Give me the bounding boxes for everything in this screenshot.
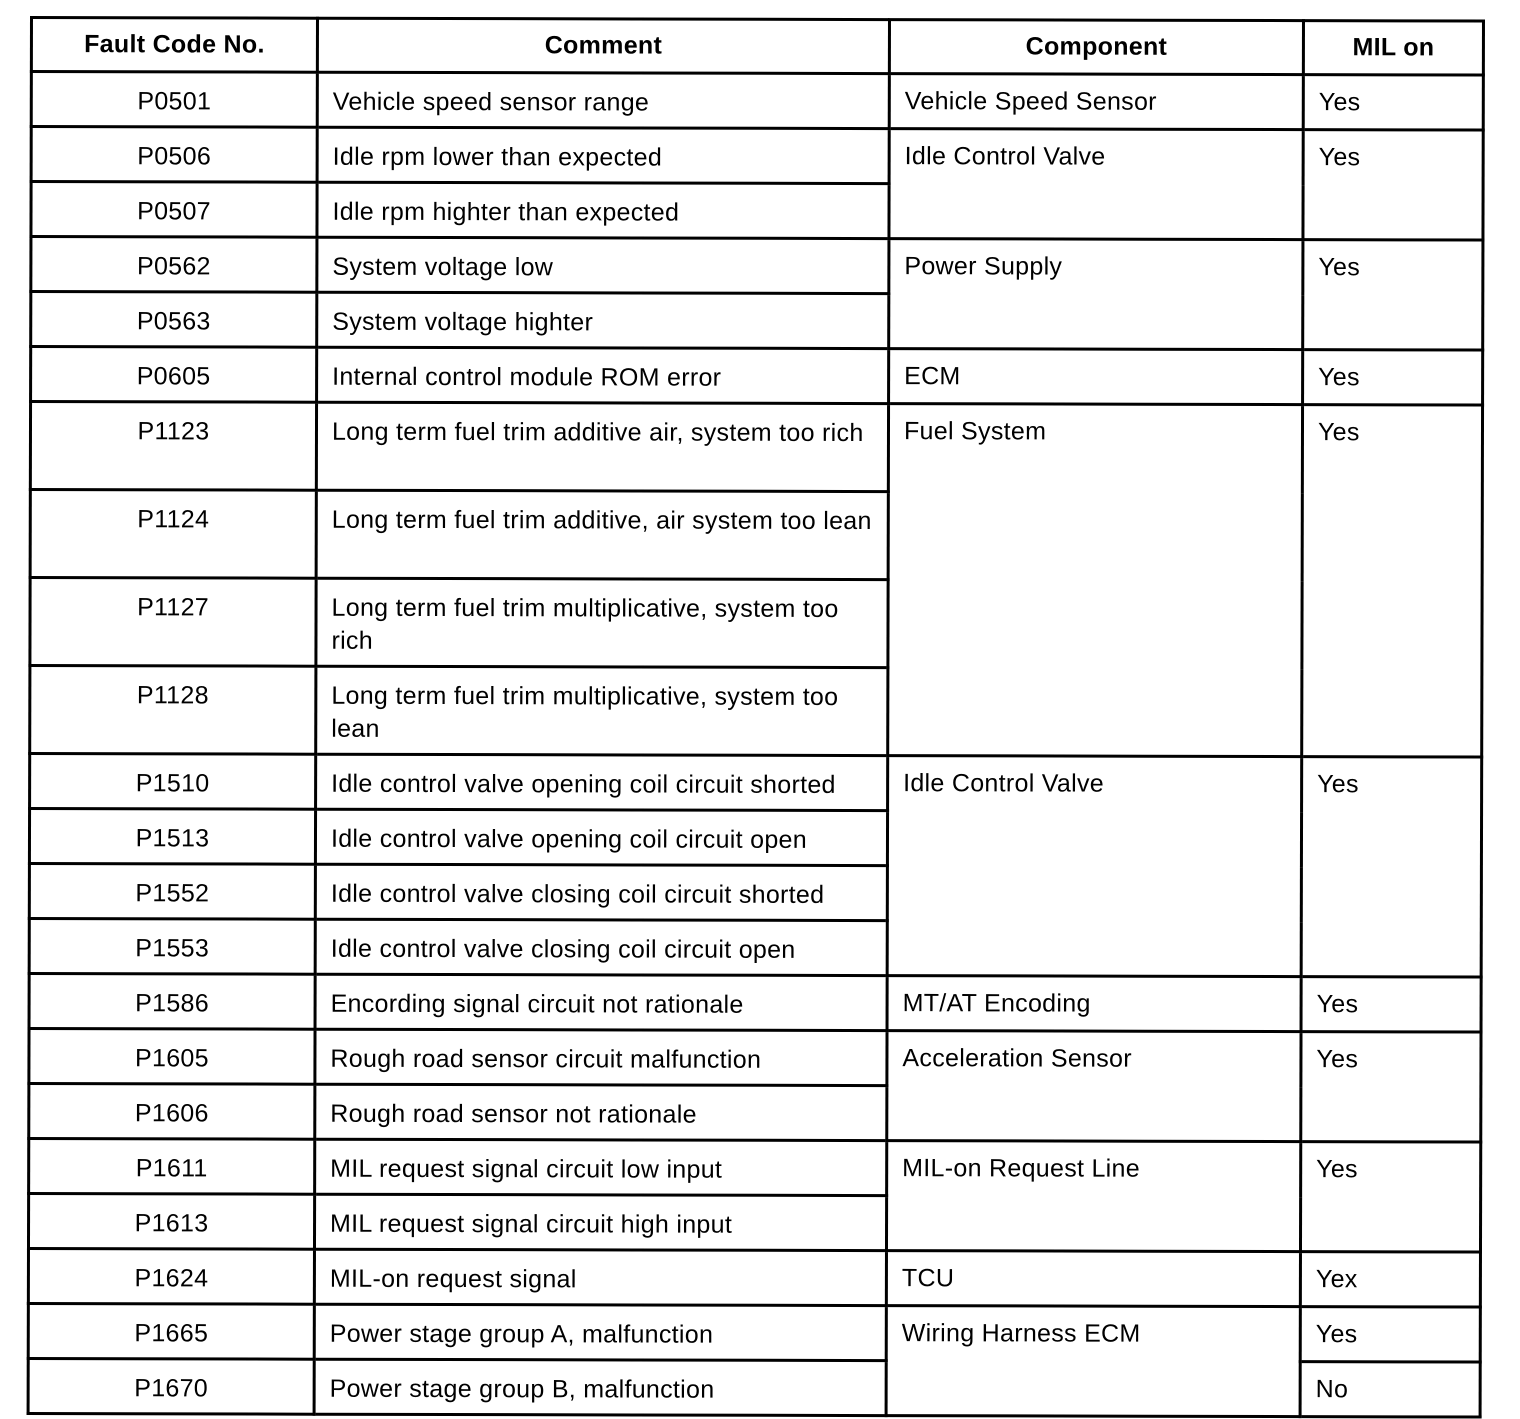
fault-code-cell: P1624 <box>28 1249 314 1305</box>
table-row <box>31 237 1483 296</box>
fault-code-cell: P1606 <box>29 1084 315 1140</box>
fault-code-cell: P0605 <box>31 347 317 403</box>
component-cell: Acceleration Sensor <box>887 1031 1301 1142</box>
header-fault-code: Fault Code No. <box>31 18 317 73</box>
fault-code-cell: P0507 <box>31 182 317 238</box>
component-cell: TCU <box>886 1251 1300 1307</box>
table-row <box>28 1249 1480 1308</box>
header-row <box>31 18 1483 76</box>
mil-cell: Yes <box>1300 1307 1480 1362</box>
comment-cell: Rough road sensor circuit malfunction <box>315 1029 887 1085</box>
comment-cell: Idle control valve opening coil circuit shorted <box>316 754 888 810</box>
mil-cell: Yes <box>1303 350 1483 405</box>
fault-code-cell: P1124 <box>30 490 316 579</box>
component-cell: Vehicle Speed Sensor <box>889 74 1303 130</box>
comment-cell: System voltage low <box>317 237 889 293</box>
comment-cell: System voltage highter <box>317 292 889 348</box>
mil-cell: Yes <box>1302 405 1483 757</box>
component-cell: Power Supply <box>889 239 1303 350</box>
mil-cell: Yes <box>1301 977 1481 1032</box>
mil-cell: Yes <box>1301 757 1482 977</box>
header-component: Component <box>889 20 1303 75</box>
table-row <box>30 754 1482 813</box>
mil-cell: Yex <box>1300 1252 1480 1307</box>
comment-cell: Idle control valve opening coil circuit open <box>315 809 887 865</box>
fault-code-cell: P1513 <box>29 809 315 865</box>
comment-cell: Idle control valve closing coil circuit open <box>315 919 887 975</box>
component-cell: MIL-on Request Line <box>886 1141 1300 1252</box>
table-row <box>28 1303 1480 1362</box>
fault-code-cell: P1611 <box>29 1139 315 1195</box>
comment-cell: Idle rpm lower than expected <box>317 127 889 183</box>
fault-code-cell: P1128 <box>30 666 316 755</box>
fault-code-cell: P1670 <box>28 1358 314 1414</box>
comment-cell: Rough road sensor not rationale <box>315 1084 887 1140</box>
comment-cell: Long term fuel trim additive, air system too lean <box>316 490 888 579</box>
table-row <box>31 347 1483 406</box>
table-row <box>29 974 1481 1033</box>
comment-cell: Long term fuel trim multiplicative, system too rich <box>316 578 888 667</box>
comment-cell: Power stage group A, malfunction <box>314 1304 886 1360</box>
component-cell: Wiring Harness ECM <box>886 1306 1300 1417</box>
comment-cell: Internal control module ROM error <box>317 347 889 403</box>
fault-code-cell: P0562 <box>31 237 317 293</box>
component-cell: MT/AT Encoding <box>887 976 1301 1032</box>
fault-code-cell: P1127 <box>30 578 316 667</box>
table-row <box>29 1029 1481 1088</box>
mil-cell: Yes <box>1300 1142 1480 1252</box>
fault-code-cell: P1123 <box>30 402 316 491</box>
mil-cell: No <box>1300 1362 1480 1417</box>
fault-code-cell: P0501 <box>31 72 317 128</box>
fault-code-cell: P1510 <box>30 754 316 810</box>
fault-code-cell: P1613 <box>28 1194 314 1250</box>
comment-cell: Long term fuel trim multiplicative, system too lean <box>316 666 888 755</box>
table-row <box>30 402 1482 494</box>
mil-cell: Yes <box>1303 75 1483 130</box>
comment-cell: Vehicle speed sensor range <box>317 72 889 128</box>
table-row <box>29 1139 1481 1198</box>
component-cell: ECM <box>889 349 1303 405</box>
header-mil-on: MIL on <box>1303 21 1483 75</box>
comment-cell: Idle rpm highter than expected <box>317 182 889 238</box>
component-cell: Idle Control Valve <box>887 756 1302 977</box>
mil-cell: Yes <box>1301 1032 1481 1142</box>
fault-code-cell: P1553 <box>29 919 315 975</box>
fault-code-table <box>27 16 1485 1419</box>
comment-cell: MIL request signal circuit low input <box>315 1139 887 1195</box>
header-comment: Comment <box>317 18 889 73</box>
fault-code-cell: P0506 <box>31 127 317 183</box>
comment-cell: Idle control valve closing coil circuit shorted <box>315 864 887 920</box>
mil-cell: Yes <box>1303 240 1483 350</box>
comment-cell: MIL request signal circuit high input <box>314 1194 886 1250</box>
fault-code-cell: P0563 <box>31 292 317 348</box>
fault-code-cell: P1605 <box>29 1029 315 1085</box>
fault-code-cell: P1665 <box>28 1303 314 1359</box>
fault-code-cell: P1586 <box>29 974 315 1030</box>
component-cell: Idle Control Valve <box>889 129 1303 240</box>
comment-cell: Long term fuel trim additive air, system too rich <box>316 402 888 491</box>
comment-cell: Power stage group B, malfunction <box>314 1359 886 1415</box>
component-cell: Fuel System <box>888 404 1303 757</box>
table-row <box>31 72 1483 131</box>
table-row <box>31 127 1483 186</box>
comment-cell: MIL-on request signal <box>314 1249 886 1305</box>
fault-code-cell: P1552 <box>29 864 315 920</box>
comment-cell: Encording signal circuit not rationale <box>315 974 887 1030</box>
mil-cell: Yes <box>1303 130 1483 240</box>
